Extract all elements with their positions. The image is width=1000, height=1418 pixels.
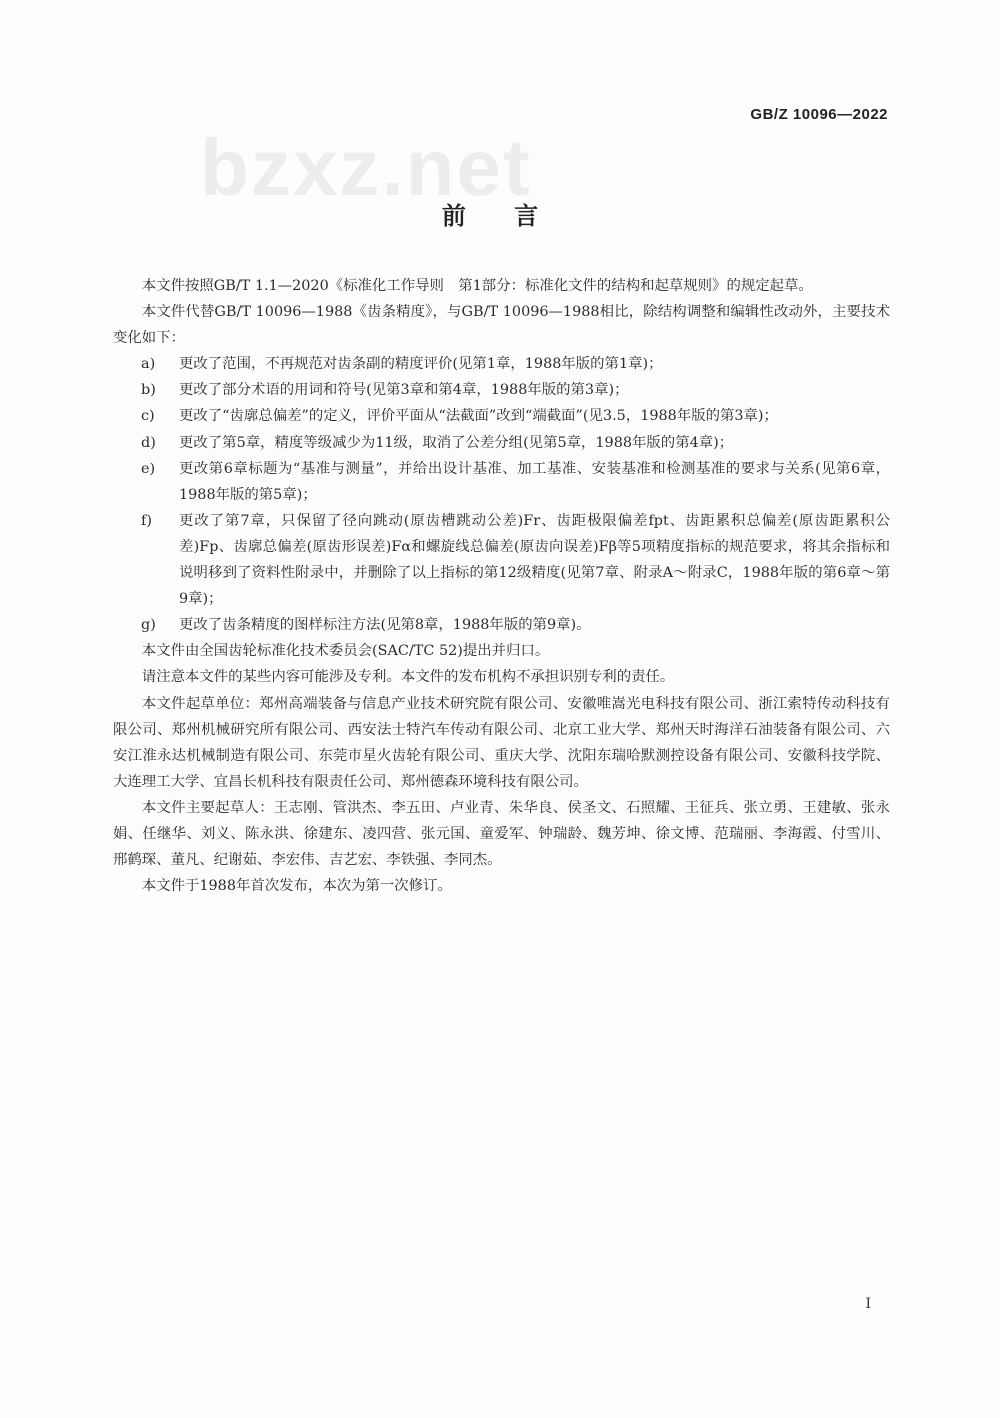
page-number: I <box>865 1296 871 1312</box>
paragraph-committee: 本文件由全国齿轮标准化技术委员会(SAC/TC 52)提出并归口。 <box>141 643 550 660</box>
changes-list <box>113 351 890 638</box>
list-item <box>113 403 890 429</box>
list-text: 更改了“齿廓总偏差”的定义，评价平面从“法截面”改到“端截面”(见3.5，1988年版的第3章)； <box>179 408 778 425</box>
list-text: 更改了第7章，只保留了径向跳动(原齿槽跳动公差)Fr、齿距极限偏差fpt、齿距累积总偏差(原齿距累积公差)Fp、齿廓总偏差(原齿形误差)Fα和螺旋线总偏差(原齿向误差)Fβ等5项精度指标的规范要求，将其余指标和说明移到了资料性附录中，并删除了以上指标的第12级精度(见第7章、附录A～附录C，1988年版的第6章～第9章)； <box>179 512 890 608</box>
list-marker: a) <box>141 356 156 373</box>
paragraph-drafting-units: 本文件起草单位：郑州高端装备与信息产业技术研究院有限公司、安徽唯嵩光电科技有限公司、浙江索特传动科技有限公司、郑州机械研究所有限公司、西安法士特汽车传动有限公司、北京工业大学、郑州天时海洋石油装备有限公司、六安江淮永达机械制造有限公司、东莞市星火齿轮有限公司、重庆大学、沈阳东瑞哈默测控设备有限公司、安徽科技学院、大连理工大学、宜昌长机科技有限责任公司、郑州德森环境科技有限公司。 <box>113 695 890 790</box>
standard-code: GB/Z 10096—2022 <box>750 106 888 123</box>
list-item <box>113 351 890 377</box>
foreword-body <box>113 273 890 899</box>
list-item <box>113 430 890 456</box>
list-marker: b) <box>141 382 156 399</box>
list-item <box>113 377 890 403</box>
list-marker: e) <box>141 460 156 477</box>
page-title: 前 言 <box>441 201 559 230</box>
paragraph-patent-notice: 请注意本文件的某些内容可能涉及专利。本文件的发布机构不承担识别专利的责任。 <box>141 669 675 686</box>
list-text: 更改第6章标题为“基准与测量”，并给出设计基准、加工基准、安装基准和检测基准的要求与关系(见第6章，1988年版的第5章)； <box>179 460 890 503</box>
list-item <box>113 612 890 638</box>
paragraph-replacement: 本文件代替GB/T 10096—1988《齿条精度》，与GB/T 10096—1988相比，除结构调整和编辑性改动外，主要技术变化如下： <box>113 304 890 347</box>
paragraph-drafting-rules: 本文件按照GB/T 1.1—2020《标准化工作导则 第1部分：标准化文件的结构和起草规则》的规定起草。 <box>141 278 813 294</box>
list-marker: d) <box>141 434 156 451</box>
list-marker: c) <box>141 408 155 425</box>
list-text: 更改了齿条精度的图样标注方法(见第8章，1988年版的第9章)。 <box>179 617 591 634</box>
paragraph-history: 本文件于1988年首次发布，本次为第一次修订。 <box>141 878 452 895</box>
list-text: 更改了部分术语的用词和符号(见第3章和第4章，1988年版的第3章)； <box>179 382 629 399</box>
list-item <box>113 508 890 612</box>
paragraph-drafters: 本文件主要起草人：王志刚、管洪杰、李五田、卢业青、朱华良、侯圣文、石照耀、王征兵、张立勇、王建敏、张永娟、任继华、刘义、陈永洪、徐建东、凌四营、张元国、童爱军、钟瑞龄、魏芳坤、徐文博、范瑞丽、李海霞、付雪川、邢鹤琛、董凡、纪谢茹、李宏伟、吉艺宏、李铁强、李同杰。 <box>113 799 890 869</box>
list-marker: g) <box>141 617 156 634</box>
list-text: 更改了范围，不再规范对齿条副的精度评价(见第1章，1988年版的第1章)； <box>179 356 663 373</box>
list-item <box>113 456 890 508</box>
list-marker: f) <box>141 512 152 529</box>
watermark: bzxz.net <box>200 123 532 212</box>
list-text: 更改了第5章，精度等级减少为11级，取消了公差分组(见第5章，1988年版的第4章)； <box>179 434 734 451</box>
